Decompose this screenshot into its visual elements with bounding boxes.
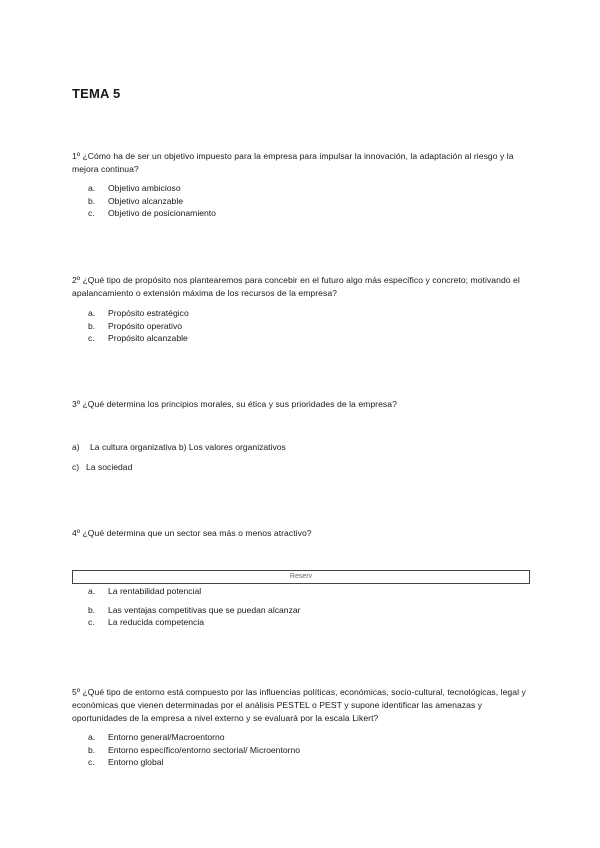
question-1-option-b: b. Objetivo alcanzable bbox=[88, 195, 184, 206]
question-1-text: 1º ¿Cómo ha de ser un objetivo impuesto para la empresa para impulsar la innovación, la adaptación al riesgo y la mejora continua? bbox=[72, 151, 514, 174]
question-2-option-c: c. Propósito alcanzable bbox=[88, 333, 188, 343]
question-1-options bbox=[88, 182, 216, 220]
question-1-option-c: c. Objetivo de posicionamiento bbox=[88, 208, 216, 218]
question-4-options bbox=[88, 585, 301, 629]
reserved-box: Reserv bbox=[72, 570, 530, 584]
question-5-option-b: b. Entorno específico/entorno sectorial/ Microentorno bbox=[88, 744, 301, 755]
question-2-options bbox=[88, 307, 189, 345]
question-1-option-a: a. Objetivo ambicioso bbox=[88, 183, 181, 193]
question-4-option-a: a. La rentabilidad potencial bbox=[88, 586, 202, 596]
question-2-option-b: b. Propósito operativo bbox=[88, 320, 183, 331]
question-4-option-c: c. La reducida competencia bbox=[88, 617, 205, 627]
question-4-text: 4º ¿Qué determina que un sector sea más o menos atractivo? bbox=[72, 528, 312, 538]
question-2-text: 2º ¿Qué tipo de propósito nos plantearemos para concebir en el futuro algo más específico y concreto; motivando el apalancamiento o extensión máxima de los recursos de la empresa? bbox=[72, 275, 520, 298]
question-5-option-c: c. Entorno global bbox=[88, 757, 164, 767]
question-5-text: 5º ¿Qué tipo de entorno está compuesto por las influencias políticas, económicas, socio-cultural, tecnológicas, legal y económicas que vienen determinadas por el análisis PESTEL o PEST y supone identificar las amenazas y oportunidades de la empresa a nivel externo y se evaluará por la escala Likert? bbox=[72, 687, 526, 723]
question-3-text: 3º ¿Qué determina los principios morales, su ética y sus prioridades de la empresa? bbox=[72, 399, 397, 409]
question-5-option-a: a. Entorno general/Macroentorno bbox=[88, 732, 225, 742]
question-3-line-1: a) La cultura organizativa b) Los valores organizativos bbox=[72, 442, 286, 452]
question-2-option-a: a. Propósito estratégico bbox=[88, 308, 189, 318]
question-4-option-b: b. Las ventajas competitivas que se puedan alcanzar bbox=[88, 604, 301, 615]
page-title: TEMA 5 bbox=[72, 86, 121, 101]
question-3-line-2: c) La sociedad bbox=[72, 462, 133, 472]
question-5-options bbox=[88, 731, 300, 769]
